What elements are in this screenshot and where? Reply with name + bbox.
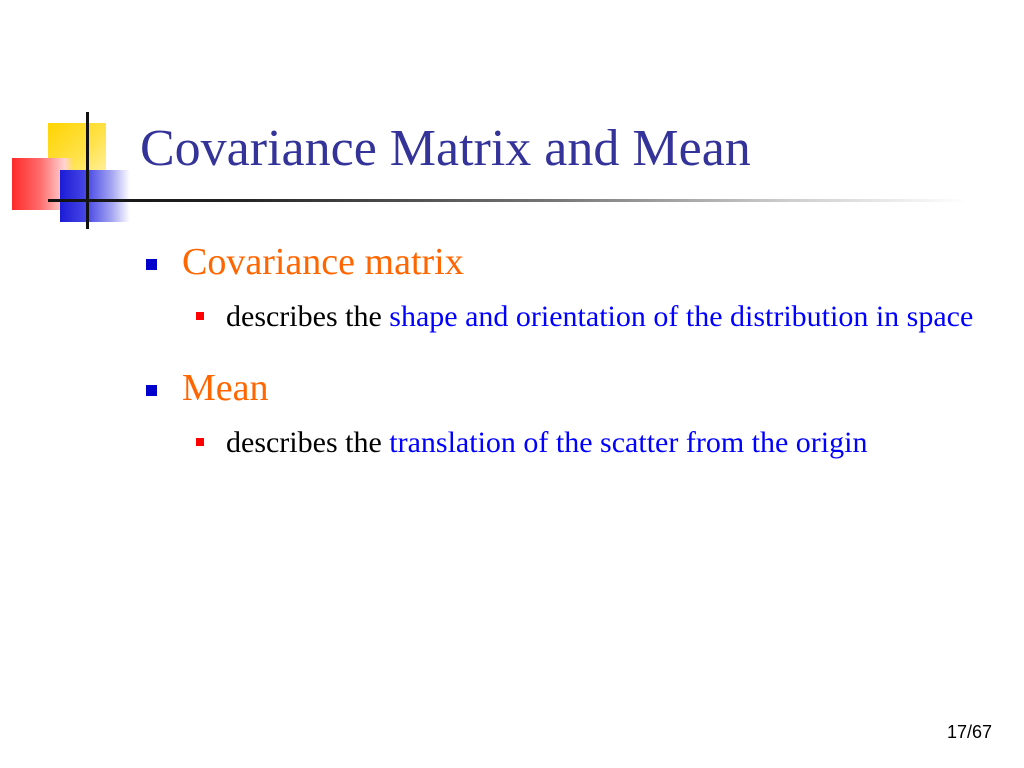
small-square-bullet-icon — [196, 312, 204, 320]
page-number: 17/67 — [946, 722, 992, 742]
vertical-rule-decoration — [86, 112, 89, 229]
sub-bullet-text — [226, 420, 990, 466]
sub-bullet-prefix: describes the — [226, 426, 390, 459]
sub-bullet-item-mean — [140, 420, 990, 466]
overlapping-squares-logo — [0, 0, 160, 240]
bullet-item-mean — [140, 362, 990, 414]
bullet-item-covariance — [140, 236, 990, 288]
sub-bullet-prefix: describes the — [226, 300, 390, 333]
bullet-list — [140, 236, 990, 466]
slide-title: Covariance Matrix and Mean — [140, 120, 751, 177]
sub-bullet-item-covariance — [140, 294, 990, 340]
bullet-heading: Mean — [182, 367, 269, 409]
bullet-heading: Covariance matrix — [182, 241, 464, 283]
square-bullet-icon — [146, 259, 157, 270]
sub-bullet-highlight: shape and orientation of the distribution in space — [389, 300, 974, 333]
small-square-bullet-icon — [196, 438, 204, 446]
title-underline-rule — [48, 199, 968, 202]
blue-square-decoration — [60, 170, 130, 222]
sub-bullet-highlight: translation of the scatter from the origin — [389, 426, 868, 459]
sub-bullet-text — [226, 294, 990, 340]
square-bullet-icon — [146, 385, 157, 396]
